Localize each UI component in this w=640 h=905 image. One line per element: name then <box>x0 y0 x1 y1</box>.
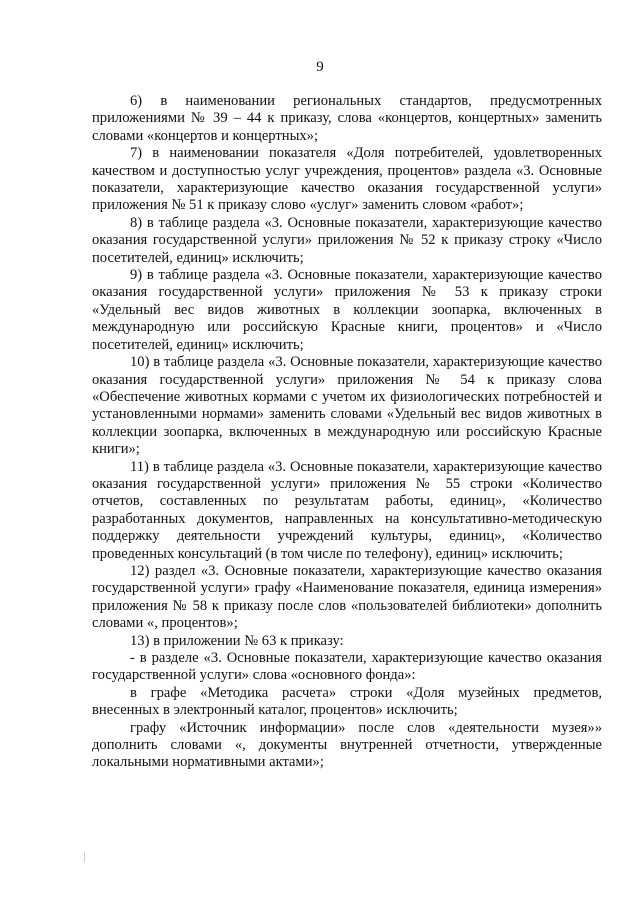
paragraph-subitem-section: - в разделе «3. Основные показатели, характеризующие качество оказания государственной услуги» слова «основного фонда»: <box>92 650 602 684</box>
paragraph-item-9: 9) в таблице раздела «3. Основные показатели, характеризующие качество оказания государственной услуги» приложения № 53 к приказу строки «Удельный вес видов животных в коллекции зоопарка, включенных в международную или российскую Красные книги, процентов» и «Число посетителей, единиц» исключить; <box>92 267 602 353</box>
paragraph-item-11: 11) в таблице раздела «3. Основные показатели, характеризующие качество оказания государственной услуги» приложения № 55 строки «Количество отчетов, составленных по результатам работы, единиц», «Количество разработанных документов, направленных на консультативно-методическую поддержку деятельности учреждений культуры, единиц», «Количество проведенных консультаций (в том числе по телефону), единиц» исключить; <box>92 458 602 562</box>
paragraph-subitem-method: в графе «Методика расчета» строки «Доля музейных предметов, внесенных в электронный каталог, процентов» исключить; <box>92 684 602 719</box>
paragraph-item-8: 8) в таблице раздела «3. Основные показатели, характеризующие качество оказания государственной услуги» приложения № 52 к приказу строку «Число посетителей, единиц» исключить; <box>92 214 602 266</box>
paragraph-item-13: 13) в приложении № 63 к приказу: <box>130 632 344 649</box>
paragraph-item-12: 12) раздел «3. Основные показатели, характеризующие качество оказания государственной услуги» графу «Наименование показателя, единица измерения» приложения № 58 к приказу после слов «пользователей библиотеки» дополнить словами «, процентов»; <box>92 562 602 632</box>
page-number: 9 <box>316 59 324 75</box>
paragraph-subitem-source: графу «Источник информации» после слов «деятельности музея»» дополнить словами «, документы внутренней отчетности, утвержденные локальными нормативными актами»; <box>92 719 602 771</box>
paragraph-item-7: 7) в наименовании показателя «Доля потребителей, удовлетворенных качеством и доступностью услуг учреждения, процентов» раздела «3. Основные показатели, характеризующие качество оказания государственной услуги» приложения № 51 к приказу слово «услуг» заменить словом «работ»; <box>92 145 602 214</box>
document-body <box>92 93 602 772</box>
margin-mark <box>84 852 85 862</box>
paragraph-item-6: 6) в наименовании региональных стандартов, предусмотренных приложениями № 39 – 44 к приказу, слова «концертов, концертных» заменить словами «концертов и концертных»; <box>92 93 602 144</box>
paragraph-item-10: 10) в таблице раздела «3. Основные показатели, характеризующие качество оказания государственной услуги» приложения № 54 к приказу слова «Обеспечение животных кормами с учетом их физиологических потребностей и установленными нормами» заменить словами «Удельный вес видов животных в коллекции зоопарка, включенных в международную или российскую Красные книги»; <box>92 354 602 458</box>
